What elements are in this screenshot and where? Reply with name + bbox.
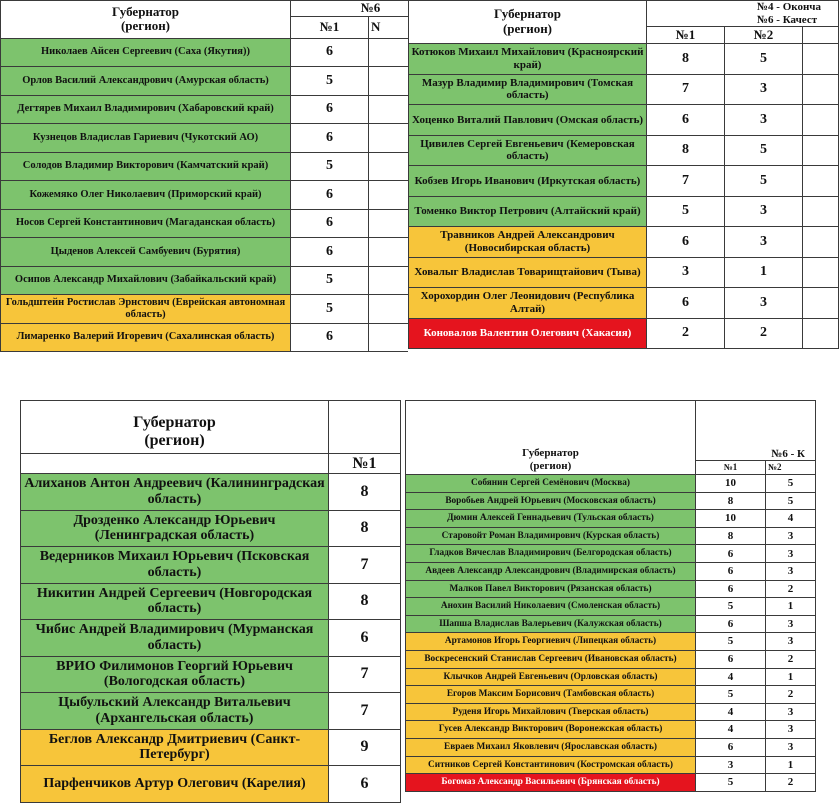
score-cell-1: 10 xyxy=(696,510,766,528)
governor-table-northwest xyxy=(20,400,401,803)
score-cell-1: 7 xyxy=(647,74,725,105)
score-cell-2: 3 xyxy=(766,721,816,739)
score-cell-1: 5 xyxy=(291,295,369,324)
score-cell-1: 7 xyxy=(329,547,401,584)
score-cell-2: 2 xyxy=(766,580,816,598)
governor-name-cell: Парфенчиков Артур Олегович (Карелия) xyxy=(21,766,329,803)
governor-name-cell: Орлов Василий Александрович (Амурская область) xyxy=(1,67,291,96)
governor-name-cell: Алиханов Антон Андреевич (Калининградская область) xyxy=(21,474,329,511)
score-cell-1: 4 xyxy=(696,721,766,739)
score-cell-2: 2 xyxy=(725,318,803,349)
score-cell-2: 5 xyxy=(725,135,803,166)
header-col-2: N xyxy=(369,16,451,38)
governor-name-cell: Авдеев Александр Александрович (Владимирская область) xyxy=(406,562,696,580)
governor-name-cell: Воскресенский Станислав Сергеевич (Ивановская область) xyxy=(406,650,696,668)
governor-name-cell: Цыбульский Александр Витальевич (Архангельская область) xyxy=(21,693,329,730)
governor-name-cell: Малков Павел Викторович (Рязанская область) xyxy=(406,580,696,598)
table-row xyxy=(1,266,451,295)
score-cell-1: 6 xyxy=(291,323,369,352)
table-row xyxy=(409,44,839,75)
table-row xyxy=(21,547,401,584)
score-cell-1: 6 xyxy=(291,95,369,124)
governor-name-cell: Николаев Айсен Сергеевич (Саха (Якутия)) xyxy=(1,38,291,67)
score-cell-2: 1 xyxy=(766,756,816,774)
header-governor-region: Губернатор (регион) xyxy=(21,401,329,454)
table-row xyxy=(1,124,451,153)
governor-name-cell: Кобзев Игорь Иванович (Иркутская область) xyxy=(409,166,647,197)
score-cell-1: 5 xyxy=(696,774,766,792)
governor-name-cell: Дюмин Алексей Геннадьевич (Тульская область) xyxy=(406,510,696,528)
table-row xyxy=(1,295,451,324)
score-cell-2: 5 xyxy=(725,166,803,197)
score-cell-1: 5 xyxy=(696,598,766,616)
table-row xyxy=(406,668,816,686)
table-row xyxy=(406,527,816,545)
score-cell-3 xyxy=(803,196,839,227)
header-col-2: №2 xyxy=(766,461,816,475)
table-row xyxy=(409,257,839,288)
score-cell-2: 1 xyxy=(725,257,803,288)
score-cell-1: 6 xyxy=(696,650,766,668)
table-row xyxy=(409,166,839,197)
table-row xyxy=(1,181,451,210)
score-cell-1: 6 xyxy=(696,615,766,633)
score-cell-1: 6 xyxy=(647,288,725,319)
table-row xyxy=(406,650,816,668)
governor-name-cell: Хоценко Виталий Павлович (Омская область) xyxy=(409,105,647,136)
table-row xyxy=(406,774,816,792)
score-cell-2: 5 xyxy=(766,475,816,493)
score-cell-1: 6 xyxy=(291,238,369,267)
score-cell-1: 4 xyxy=(696,703,766,721)
governor-name-cell: Мазур Владимир Владимирович (Томская область) xyxy=(409,74,647,105)
table-row xyxy=(21,693,401,730)
table-row xyxy=(409,74,839,105)
score-cell-1: 8 xyxy=(696,492,766,510)
score-cell-1: 6 xyxy=(291,181,369,210)
score-cell-1: 6 xyxy=(696,562,766,580)
table-row xyxy=(406,686,816,704)
governor-name-cell: Носов Сергей Константинович (Магаданская область) xyxy=(1,209,291,238)
header-col-3 xyxy=(803,27,839,44)
governor-name-cell: Гусев Александр Викторович (Воронежская область) xyxy=(406,721,696,739)
header-top-label: №6 xyxy=(291,1,451,17)
score-cell-2: 2 xyxy=(766,650,816,668)
score-cell-1: 7 xyxy=(329,693,401,730)
score-cell-2: 3 xyxy=(725,105,803,136)
score-cell-2: 3 xyxy=(766,615,816,633)
score-cell-3 xyxy=(803,257,839,288)
score-cell-1: 6 xyxy=(696,580,766,598)
table-row xyxy=(406,721,816,739)
table-row xyxy=(406,738,816,756)
table-row xyxy=(1,209,451,238)
header-top-label: №6 - К xyxy=(696,401,816,461)
score-cell-2: 2 xyxy=(766,686,816,704)
score-cell-3 xyxy=(803,166,839,197)
score-cell-1: 8 xyxy=(696,527,766,545)
table-row xyxy=(21,766,401,803)
governor-name-cell: Дрозденко Александр Юрьевич (Ленинградская область) xyxy=(21,510,329,547)
score-cell-1: 6 xyxy=(291,38,369,67)
score-cell-1: 2 xyxy=(647,318,725,349)
score-cell-2: 3 xyxy=(725,288,803,319)
score-cell-1: 7 xyxy=(329,656,401,693)
score-cell-3 xyxy=(803,227,839,258)
panel-central xyxy=(405,400,806,800)
header-col-1: №1 xyxy=(647,27,725,44)
table-row xyxy=(21,510,401,547)
score-cell-1: 7 xyxy=(647,166,725,197)
governor-name-cell: Шапша Владислав Валерьевич (Калужская область) xyxy=(406,615,696,633)
header-col-1: №1 xyxy=(329,454,401,474)
panel-siberia xyxy=(408,0,822,352)
table-row xyxy=(406,598,816,616)
panel-northwest xyxy=(20,400,400,800)
governor-name-cell: Собянин Сергей Семёнович (Москва) xyxy=(406,475,696,493)
score-cell-1: 5 xyxy=(696,686,766,704)
governor-name-cell: Беглов Александр Дмитриевич (Санкт-Петербург) xyxy=(21,729,329,766)
governor-name-cell: Анохин Василий Николаевич (Смоленская область) xyxy=(406,598,696,616)
header-spacer-left xyxy=(21,454,329,474)
score-cell-1: 10 xyxy=(696,475,766,493)
governor-name-cell: Чибис Андрей Владимирович (Мурманская область) xyxy=(21,620,329,657)
score-cell-1: 6 xyxy=(329,620,401,657)
score-cell-1: 5 xyxy=(291,67,369,96)
score-cell-1: 5 xyxy=(696,633,766,651)
score-cell-1: 5 xyxy=(291,266,369,295)
score-cell-3 xyxy=(803,135,839,166)
table-row xyxy=(1,323,451,352)
table-row xyxy=(406,475,816,493)
table-row xyxy=(1,67,451,96)
governor-name-cell: Старовойт Роман Владимирович (Курская область) xyxy=(406,527,696,545)
score-cell-1: 8 xyxy=(647,44,725,75)
table-row xyxy=(1,238,451,267)
score-cell-2: 1 xyxy=(766,668,816,686)
table-row xyxy=(1,38,451,67)
score-cell-2: 3 xyxy=(766,738,816,756)
table-row xyxy=(21,656,401,693)
table-row xyxy=(406,545,816,563)
table-row xyxy=(409,288,839,319)
header-governor-region: Губернатор (регион) xyxy=(409,1,647,44)
table-row xyxy=(406,562,816,580)
score-cell-2: 3 xyxy=(725,227,803,258)
governor-name-cell: Хорохордин Олег Леонидович (Республика Алтай) xyxy=(409,288,647,319)
table-row xyxy=(406,492,816,510)
governor-name-cell: ВРИО Филимонов Георгий Юрьевич (Вологодская область) xyxy=(21,656,329,693)
header-col-1: №1 xyxy=(291,16,369,38)
table-row xyxy=(406,703,816,721)
table-row xyxy=(406,633,816,651)
score-cell-2: 3 xyxy=(766,703,816,721)
table-row xyxy=(406,510,816,528)
score-cell-1: 3 xyxy=(647,257,725,288)
score-cell-3 xyxy=(803,288,839,319)
governor-table-siberia xyxy=(408,0,839,349)
table-row xyxy=(21,620,401,657)
governor-name-cell: Богомаз Александр Васильевич (Брянская область) xyxy=(406,774,696,792)
score-cell-2: 2 xyxy=(766,774,816,792)
table-row xyxy=(409,227,839,258)
score-cell-2: 3 xyxy=(725,74,803,105)
governor-name-cell: Евраев Михаил Яковлевич (Ярославская область) xyxy=(406,738,696,756)
score-cell-2: 5 xyxy=(725,44,803,75)
score-cell-2: 3 xyxy=(766,562,816,580)
governor-name-cell: Томенко Виктор Петрович (Алтайский край) xyxy=(409,196,647,227)
score-cell-1: 3 xyxy=(696,756,766,774)
header-col-2: №2 xyxy=(725,27,803,44)
header-governor-region: Губернатор (регион) xyxy=(406,401,696,475)
score-cell-3 xyxy=(803,74,839,105)
score-cell-2: 1 xyxy=(766,598,816,616)
governor-name-cell: Солодов Владимир Викторович (Камчатский край) xyxy=(1,152,291,181)
governor-name-cell: Клычков Андрей Евгеньевич (Орловская область) xyxy=(406,668,696,686)
score-cell-1: 9 xyxy=(329,729,401,766)
governor-name-cell: Ситников Сергей Константинович (Костромская область) xyxy=(406,756,696,774)
governor-name-cell: Никитин Андрей Сергеевич (Новгородская область) xyxy=(21,583,329,620)
score-cell-1: 5 xyxy=(647,196,725,227)
score-cell-1: 6 xyxy=(696,738,766,756)
score-cell-2: 3 xyxy=(766,633,816,651)
governor-table-central xyxy=(405,400,816,792)
header-governor-region: Губернатор (регион) xyxy=(1,1,291,39)
table-row xyxy=(1,152,451,181)
table-row xyxy=(21,474,401,511)
table-row xyxy=(406,756,816,774)
score-cell-1: 5 xyxy=(291,152,369,181)
table-row xyxy=(21,583,401,620)
table-row xyxy=(1,95,451,124)
governor-name-cell: Дегтярев Михаил Владимирович (Хабаровский край) xyxy=(1,95,291,124)
score-cell-2: 3 xyxy=(766,527,816,545)
score-cell-1: 4 xyxy=(696,668,766,686)
governor-table-far-east xyxy=(0,0,451,352)
score-cell-1: 6 xyxy=(647,105,725,136)
table-row xyxy=(409,105,839,136)
score-cell-1: 8 xyxy=(329,583,401,620)
score-cell-2: 5 xyxy=(766,492,816,510)
score-cell-2: 3 xyxy=(725,196,803,227)
governor-name-cell: Кожемяко Олег Николаевич (Приморский край) xyxy=(1,181,291,210)
score-cell-3 xyxy=(803,44,839,75)
governor-name-cell: Воробьев Андрей Юрьевич (Московская область) xyxy=(406,492,696,510)
score-cell-3 xyxy=(803,318,839,349)
score-cell-2: 3 xyxy=(766,545,816,563)
score-cell-1: 6 xyxy=(647,227,725,258)
governor-name-cell: Цивилев Сергей Евгеньевич (Кемеровская область) xyxy=(409,135,647,166)
governor-name-cell: Котюков Михаил Михайлович (Красноярский край) xyxy=(409,44,647,75)
header-top-label: №4 - Оконча №6 - Качест xyxy=(647,1,839,27)
table-row xyxy=(406,580,816,598)
governor-name-cell: Гольдштейн Ростислав Эрнстович (Еврейская автономная область) xyxy=(1,295,291,324)
score-cell-3 xyxy=(803,105,839,136)
governor-name-cell: Гладков Вячеслав Владимирович (Белгородская область) xyxy=(406,545,696,563)
governor-name-cell: Егоров Максим Борисович (Тамбовская область) xyxy=(406,686,696,704)
governor-name-cell: Кузнецов Владислав Гариевич (Чукотский АО) xyxy=(1,124,291,153)
governor-name-cell: Травников Андрей Александрович (Новосибирская область) xyxy=(409,227,647,258)
score-cell-1: 6 xyxy=(291,124,369,153)
score-cell-1: 6 xyxy=(291,209,369,238)
governor-name-cell: Ведерников Михаил Юрьевич (Псковская область) xyxy=(21,547,329,584)
table-row xyxy=(21,729,401,766)
governor-name-cell: Цыденов Алексей Самбуевич (Бурятия) xyxy=(1,238,291,267)
governor-name-cell: Осипов Александр Михайлович (Забайкальский край) xyxy=(1,266,291,295)
score-cell-1: 6 xyxy=(696,545,766,563)
table-row xyxy=(406,615,816,633)
governor-name-cell: Коновалов Валентин Олегович (Хакасия) xyxy=(409,318,647,349)
governor-name-cell: Ховалыг Владислав Товарищтайович (Тыва) xyxy=(409,257,647,288)
header-col-1: №1 xyxy=(696,461,766,475)
score-cell-1: 8 xyxy=(329,510,401,547)
panel-far-east xyxy=(0,0,400,372)
governor-name-cell: Руденя Игорь Михайлович (Тверская область) xyxy=(406,703,696,721)
score-cell-1: 8 xyxy=(329,474,401,511)
table-row xyxy=(409,135,839,166)
table-row xyxy=(409,318,839,349)
score-cell-1: 8 xyxy=(647,135,725,166)
header-spacer xyxy=(329,401,401,454)
score-cell-2: 4 xyxy=(766,510,816,528)
score-cell-1: 6 xyxy=(329,766,401,803)
governor-name-cell: Артамонов Игорь Георгиевич (Липецкая область) xyxy=(406,633,696,651)
table-row xyxy=(409,196,839,227)
governor-name-cell: Лимаренко Валерий Игоревич (Сахалинская область) xyxy=(1,323,291,352)
